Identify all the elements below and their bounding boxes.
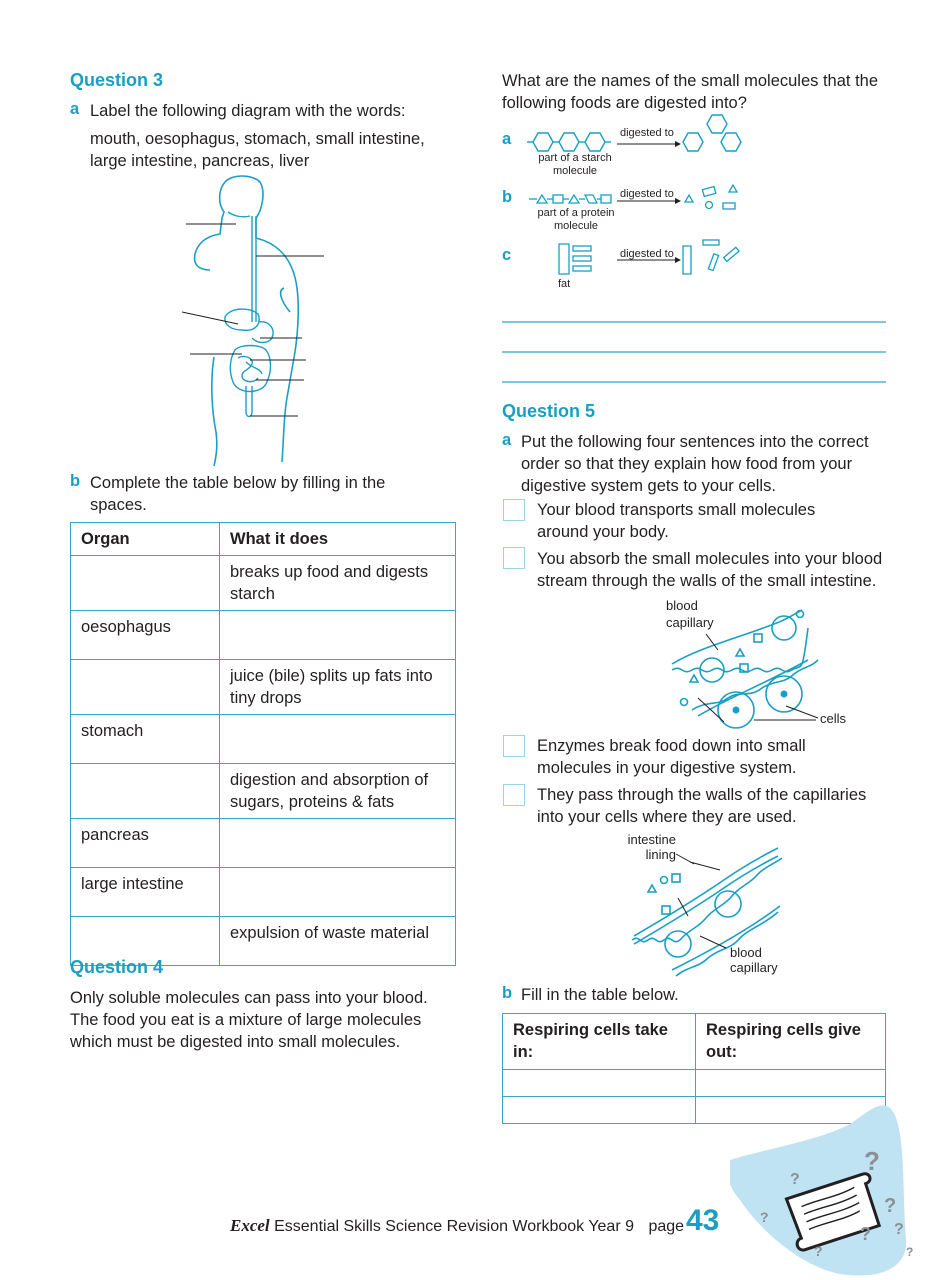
q4-item-c-caption: fat	[558, 278, 571, 290]
takes-in-cell-2[interactable]	[503, 1097, 696, 1124]
answer-line-3[interactable]	[502, 381, 886, 383]
footer-title: Essential Skills Science Revision Workbook Year 9	[274, 1218, 634, 1235]
q4-item-c-arrow: digested to	[620, 248, 674, 260]
q4-item-a-letter: a	[502, 130, 512, 148]
order-box-2[interactable]	[503, 547, 525, 569]
q4-intro: Only soluble molecules can pass into your blood. The food you eat is a mixture of large molecules which must be digested into small molecules.	[70, 989, 428, 1051]
q4-item-a-caption: part of a starch molecule	[538, 152, 612, 177]
question-mark-icon: ?	[864, 1146, 880, 1176]
gives-out-header: Respiring cells give out:	[696, 1014, 886, 1070]
order-box-1[interactable]	[503, 499, 525, 521]
organ-cell-3[interactable]	[71, 660, 220, 715]
order-box-4[interactable]	[503, 784, 525, 806]
sentence-4: They pass through the walls of the capillaries into your cells where they are used.	[537, 786, 867, 826]
question-mark-icon: ?	[860, 1224, 871, 1244]
q4-item-b-letter: b	[502, 188, 513, 206]
diag2-intestine-lining-label: intestine lining	[627, 832, 676, 862]
question-mark-icon: ?	[814, 1243, 823, 1259]
organ-cell-1[interactable]	[71, 556, 220, 611]
digestive-system-diagram	[180, 172, 330, 467]
function-cell-4[interactable]	[220, 715, 456, 764]
sentence-3: Enzymes break food down into small molecules in your digestive system.	[537, 737, 806, 777]
question-mark-icon: ?	[790, 1171, 800, 1188]
function-cell-2[interactable]	[220, 611, 456, 660]
gives-out-cell-1[interactable]	[696, 1070, 886, 1097]
q3a-words: mouth, oesophagus, stomach, small intestine, large intestine, pancreas, liver	[90, 130, 425, 170]
organ-cell-7: large intestine	[71, 868, 220, 917]
q5a-text: Put the following four sentences into the correct order so that they explain how food from your digestive system gets to your cells.	[521, 433, 869, 495]
page-number: 43	[686, 1204, 720, 1237]
q4-title: Question 4	[70, 957, 164, 977]
q3b-text: Complete the table below by filling in the spaces.	[90, 474, 386, 514]
q4-item-c-letter: c	[502, 246, 512, 264]
takes-in-header: Respiring cells take in:	[503, 1014, 696, 1070]
q4-item-b-caption: part of a protein molecule	[537, 207, 615, 232]
diag1-blood-capillary-label: blood capillary	[666, 598, 714, 630]
sentence-1: Your blood transports small molecules around your body.	[537, 501, 816, 541]
takes-in-cell-1[interactable]	[503, 1070, 696, 1097]
footer	[230, 1216, 684, 1236]
function-cell-1: breaks up food and digests starch	[220, 556, 456, 611]
organ-cell-5[interactable]	[71, 764, 220, 819]
function-header: What it does	[220, 523, 456, 556]
organ-table	[70, 522, 456, 966]
question-mark-icon: ?	[906, 1245, 914, 1259]
q5b-letter: b	[502, 984, 513, 1002]
q5-title: Question 5	[502, 401, 596, 421]
q5a-letter: a	[502, 431, 512, 449]
function-cell-6[interactable]	[220, 819, 456, 868]
function-cell-5: digestion and absorption of sugars, proteins & fats	[220, 764, 456, 819]
organ-cell-4: stomach	[71, 715, 220, 764]
q3a-text: Label the following diagram with the words:	[90, 102, 406, 120]
q4-item-a-arrow: digested to	[620, 127, 674, 139]
organ-cell-2: oesophagus	[71, 611, 220, 660]
answer-line-2[interactable]	[502, 351, 886, 353]
q4-item-b-arrow: digested to	[620, 188, 674, 200]
question-scroll-illustration	[730, 1100, 935, 1280]
order-box-3[interactable]	[503, 735, 525, 757]
organ-header: Organ	[71, 523, 220, 556]
q3-title: Question 3	[70, 70, 164, 90]
question-mark-icon: ?	[894, 1221, 904, 1238]
function-cell-7[interactable]	[220, 868, 456, 917]
diag1-cells-label: cells	[820, 711, 847, 726]
footer-page-label: page	[648, 1218, 685, 1235]
q4-question: What are the names of the small molecules that the following foods are digested into?	[502, 72, 879, 112]
q3b-letter: b	[70, 472, 81, 490]
organ-cell-6: pancreas	[71, 819, 220, 868]
q3a-letter: a	[70, 100, 80, 118]
answer-line-1[interactable]	[502, 321, 886, 323]
diag2-blood-capillary-label: blood capillary	[730, 945, 778, 975]
question-mark-icon: ?	[884, 1195, 897, 1217]
question-mark-icon: ?	[760, 1209, 769, 1225]
function-cell-8: expulsion of waste material	[220, 917, 456, 966]
function-cell-3: juice (bile) splits up fats into tiny drops	[220, 660, 456, 715]
footer-brand: Excel	[230, 1216, 270, 1235]
q5b-text: Fill in the table below.	[521, 986, 679, 1004]
sentence-2: You absorb the small molecules into your blood stream through the walls of the small intestine.	[537, 550, 883, 590]
